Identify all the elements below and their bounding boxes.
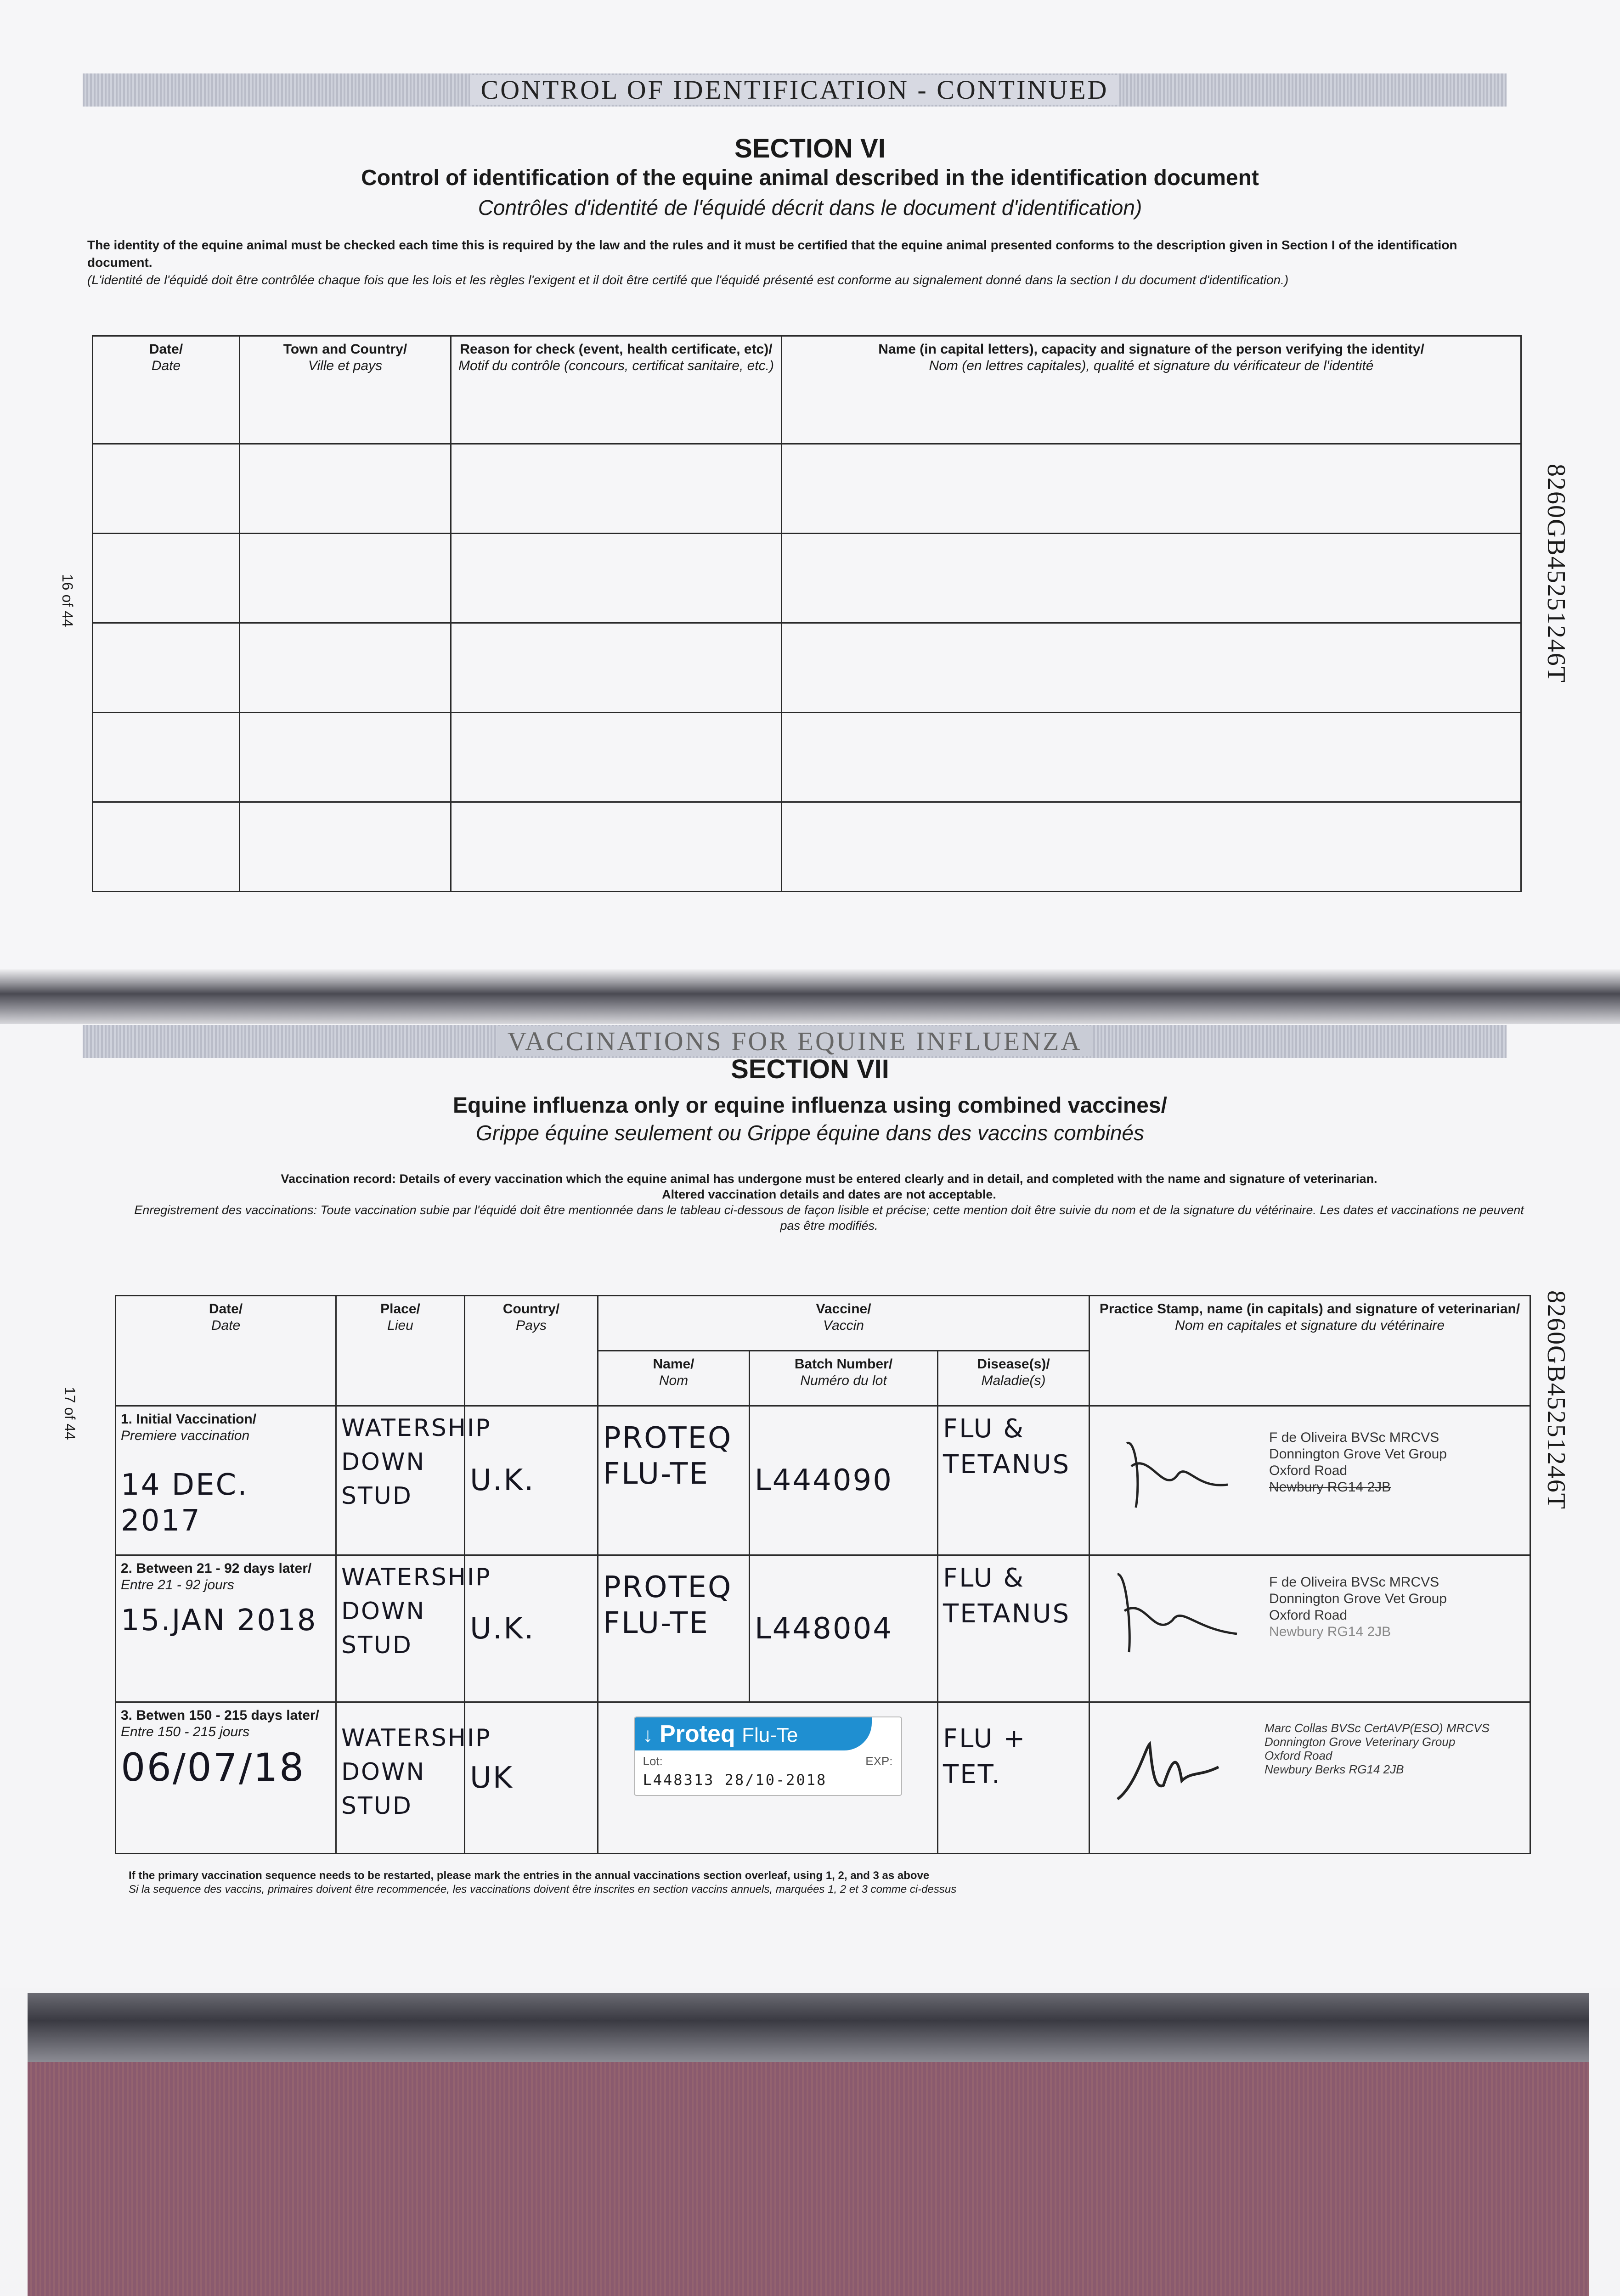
vet-signature-icon [1108,1425,1246,1517]
syringe-icon: ↓ [643,1724,653,1746]
col-date: Date/ Date [116,1296,336,1406]
col-country: Country/ Pays [465,1296,598,1406]
row-label-date: 3. Betwen 150 - 215 days later/ Entre 150 - 215 jours 06/07/18 [116,1702,336,1854]
practice-stamp: F de Oliveira BVSc MRCVS Donnington Grove Vet Group Oxford Road Newbury RG14 2JB [1269,1430,1447,1495]
vaccination-country: U.K. [470,1611,535,1646]
vaccination-country: UK [470,1761,514,1795]
table-row [93,534,1521,623]
col-practice-stamp: Practice Stamp, name (in capitals) and signature of veterinarian/ Nom en capitales et signature du vétérinaire [1089,1296,1530,1406]
page-number: 16 of 44 [59,574,76,627]
lower-fold [28,1993,1589,2062]
page-number: 17 of 44 [62,1387,78,1440]
section-subtitle-en: Control of identification of the equine animal described in the identification document [361,166,1259,190]
table-row [93,802,1521,892]
disease: FLU + TET. [943,1724,1027,1790]
vaccine-name: PROTEQ FLU-TE [603,1421,733,1491]
section-title: SECTION VII [731,1054,889,1084]
vaccination-place: WATERSHIP DOWN STUD [341,1724,491,1820]
section-banner: VACCINATIONS FOR EQUINE INFLUENZA [83,1025,1507,1058]
document-id: 8260GB45251246T [1542,464,1570,683]
table-row [93,444,1521,534]
col-verifier: Name (in capital letters), capacity and signature of the person verifying the identity/ Nom (en lettres capitales), qualité et signature du vérificateur de l'identité [782,336,1521,444]
col-vaccine: Vaccine/ Vaccin [598,1296,1089,1351]
practice-stamp: Marc Collas BVSc CertAVP(ESO) MRCVS Donnington Grove Veterinary Group Oxford Road Newbury Berks RG14 2JB [1264,1721,1490,1776]
vaccination-country: U.K. [470,1463,535,1497]
intro-text [87,236,1488,289]
batch-number: L444090 [755,1463,893,1497]
disease: FLU & TETANUS [943,1414,1071,1480]
page-17 [0,1024,1620,1988]
vet-signature-icon [1104,1565,1242,1657]
table-header-row [93,336,1521,444]
vaccine-brand: ↓ Proteq Flu-Te [635,1717,872,1750]
intro-fr: (L'identité de l'équidé doit être contrôlée chaque fois que les lois et les règles l'exigent et il doit être certifé que l'équidé présenté est conforme au signalement donné dans la section I du document d'identification.) [87,273,1289,287]
col-place: Place/ Lieu [336,1296,465,1406]
vaccine-sticker [634,1716,902,1796]
table-row [116,1555,1530,1702]
col-town: Town and Country/ Ville et pays [240,336,451,444]
col-vaccine-name: Name/ Nom [598,1351,750,1406]
vaccination-date: 15.JAN 2018 [121,1604,317,1638]
identification-checks-table [92,335,1522,892]
vaccination-record-text: Vaccination record: Details of every vaccination which the equine animal has undergone must be entered clearly and in detail, and completed with the name and signature of veterinarian. Altered vaccination details and dates are not acceptable. Enregistrement des vaccinations: Toute vaccination subie par l'équidé doit être mentionnée dans le tableau ci-dessous de façon lisible et précise; cette mention doit être suivie du nom et de la signature du vétérinaire. Les dates et vaccinations ne peuvent pas être modifiés. [134,1172,1524,1232]
vaccination-place: WATERSHIP DOWN STUD [341,1414,491,1510]
vaccination-table [115,1295,1531,1854]
col-date: Date/ Date [93,336,240,444]
lot-value: L448313 28/10-2018 [643,1771,827,1789]
row-label-date: 1. Initial Vaccination/ Premiere vaccination 14 DEC. 2017 [116,1406,336,1555]
section-banner: CONTROL OF IDENTIFICATION - CONTINUED [83,73,1507,107]
page-16 [0,0,1620,969]
vaccination-date: 14 DEC. 2017 [121,1468,248,1538]
lot-label: Lot: [643,1754,663,1768]
section-subtitle-fr: Grippe équine seulement ou Grippe équine dans des vaccins combinés [476,1121,1144,1145]
page-fold [0,969,1620,1024]
table-row [93,623,1521,713]
exp-label: EXP: [865,1754,893,1768]
disease: FLU & TETANUS [943,1563,1071,1629]
table-row [116,1702,1530,1854]
passport-cover [28,2062,1589,2296]
col-disease: Disease(s)/ Maladie(s) [938,1351,1089,1406]
intro-en: The identity of the equine animal must be checked each time this is required by the law and the rules and it must be certified that the equine animal presented conforms to the description given in Section I of the identification document. [87,238,1457,270]
section-subtitle-fr: Contrôles d'identité de l'équidé décrit dans le document d'identification) [478,196,1142,219]
col-reason: Reason for check (event, health certificate, etc)/ Motif du contrôle (concours, certificat sanitaire, etc.) [451,336,782,444]
row-label-date: 2. Between 21 - 92 days later/ Entre 21 - 92 jours 15.JAN 2018 [116,1555,336,1702]
vaccination-date: 06/07/18 [121,1745,305,1790]
vaccination-place: WATERSHIP DOWN STUD [341,1564,491,1659]
section-title: SECTION VI [734,134,886,163]
vet-signature-icon [1108,1730,1246,1822]
footnote: If the primary vaccination sequence needs to be restarted, please mark the entries in the annual vaccinations section overleaf, using 1, 2, and 3 as above Si la sequence des vaccins, primaires doivent être recommencée, les vaccinations doivent être inscrites en section vaccins annuels, marquées 1, 2 et 3 comme ci-dessus [129,1869,957,1896]
table-row [93,713,1521,802]
vaccine-sticker-cell [598,1702,938,1854]
table-header-row [116,1296,1530,1351]
batch-number: L448004 [755,1611,893,1646]
table-row [116,1406,1530,1555]
col-batch: Batch Number/ Numéro du lot [750,1351,938,1406]
section-subtitle-en: Equine influenza only or equine influenza using combined vaccines/ [453,1093,1167,1118]
vaccine-name: PROTEQ FLU-TE [603,1570,733,1640]
document-id: 8260GB45251246T [1542,1290,1570,1510]
practice-stamp: F de Oliveira BVSc MRCVS Donnington Grove Vet Group Oxford Road Newbury RG14 2JB [1269,1575,1447,1639]
